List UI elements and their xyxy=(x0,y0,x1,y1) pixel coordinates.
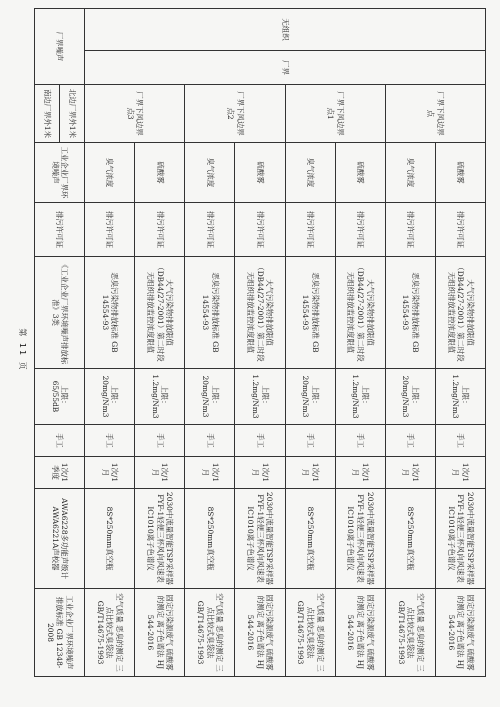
table-row xyxy=(435,9,485,677)
method: 手工 xyxy=(285,425,335,457)
frequency: 1次/1月 xyxy=(85,457,135,489)
method: 手工 xyxy=(335,425,385,457)
pollutant-item: 臭气浓度 xyxy=(285,143,335,203)
analysis-method: 空气质量 恶臭的测定 三点比较式臭袋法 GB/T14675-1993 xyxy=(185,589,235,677)
limit: 上限：20mg/Nm3 xyxy=(385,369,435,425)
basis: 排污许可证 xyxy=(335,203,385,257)
limit: 上限：1.2mg/Nm3 xyxy=(135,369,185,425)
basis: 排污许可证 xyxy=(85,203,135,257)
analysis-method: 空气质量 恶臭的测定 三点比较式臭袋法 GB/T14675-1993 xyxy=(285,589,335,677)
noise-standard: 《工业企业厂界环境噪声排放标准》3类 xyxy=(35,257,85,369)
group-noise: 厂界噪声 xyxy=(35,9,85,85)
pollutant-item: 硫酸雾 xyxy=(235,143,285,203)
sampler: 2030中流量智能TSP采样器FYF-1轻便三杯风向风速表IC1010离子色谱仪 xyxy=(135,489,185,589)
basis: 排污许可证 xyxy=(135,203,185,257)
limit: 上限：1.2mg/Nm3 xyxy=(435,369,485,425)
sampler: 8S*250mm真空瓶 xyxy=(285,489,335,589)
group-fugitive: 无组织 xyxy=(85,9,486,51)
monitor-point: 厂界下风边界点1 xyxy=(285,85,385,143)
limit: 上限：1.2mg/Nm3 xyxy=(235,369,285,425)
monitor-point: 厂界下风边界点 xyxy=(385,85,485,143)
noise-point-south: 南边厂界外1米 xyxy=(35,85,60,143)
table-row xyxy=(335,9,385,677)
analysis-method: 固定污染源废气 硫酸雾的测定 离子色谱法 HJ 544-2016 xyxy=(235,589,285,677)
frequency: 1次/1月 xyxy=(335,457,385,489)
noise-point-north: 北边厂界外1米 xyxy=(60,85,85,143)
basis: 排污许可证 xyxy=(185,203,235,257)
analysis-method: 空气质量 恶臭的测定 三点比较式臭袋法 GB/T14675-1993 xyxy=(385,589,435,677)
method: 手工 xyxy=(185,425,235,457)
method: 手工 xyxy=(135,425,185,457)
table-row xyxy=(235,9,285,677)
basis: 排污许可证 xyxy=(435,203,485,257)
sampler: 8S*250mm真空瓶 xyxy=(385,489,435,589)
pollutant-item: 臭气浓度 xyxy=(185,143,235,203)
monitoring-table xyxy=(34,8,486,677)
pollutant-item: 硫酸雾 xyxy=(335,143,385,203)
method: 手工 xyxy=(385,425,435,457)
analysis-method: 固定污染源废气 硫酸雾的测定 离子色谱法 HJ 544-2016 xyxy=(135,589,185,677)
frequency: 1次/1月 xyxy=(185,457,235,489)
noise-sampler: AWA6228多功能声级计 AWA6221A声校器 xyxy=(35,489,85,589)
pollutant-item: 硫酸雾 xyxy=(435,143,485,203)
limit: 上限：20mg/Nm3 xyxy=(285,369,335,425)
noise-frequency: 1次/1季度 xyxy=(35,457,85,489)
standard: 恶臭污染物排放标准 GB 14554-93 xyxy=(385,257,435,369)
analysis-method: 空气质量 恶臭的测定 三点比较式臭袋法 GB/T14675-1993 xyxy=(85,589,135,677)
standard: 恶臭污染物排放标准 GB 14554-93 xyxy=(285,257,335,369)
method: 手工 xyxy=(85,425,135,457)
basis: 排污许可证 xyxy=(285,203,335,257)
frequency: 1次/1月 xyxy=(285,457,335,489)
table-row-noise xyxy=(60,9,85,677)
table-row xyxy=(135,9,185,677)
method: 手工 xyxy=(435,425,485,457)
sampler: 8S*250mm真空瓶 xyxy=(85,489,135,589)
sampler: 2030中流量智能TSP采样器FYF-1轻便三杯风向风速表IC1010离子色谱仪 xyxy=(335,489,385,589)
basis: 排污许可证 xyxy=(385,203,435,257)
monitor-point: 厂界下风边界点3 xyxy=(85,85,185,143)
basis: 排污许可证 xyxy=(235,203,285,257)
analysis-method: 固定污染源废气 硫酸雾的测定 离子色谱法 HJ 544-2016 xyxy=(435,589,485,677)
standard: 大气污染物排放限值（DB44/27-2001）第二时段无组织排放监控浓度限值 xyxy=(135,257,185,369)
noise-basis: 排污许可证 xyxy=(35,203,85,257)
method: 手工 xyxy=(235,425,285,457)
frequency: 1次/1月 xyxy=(435,457,485,489)
pollutant-item: 臭气浓度 xyxy=(85,143,135,203)
limit: 上限：1.2mg/Nm3 xyxy=(335,369,385,425)
sampler: 8S*250mm真空瓶 xyxy=(185,489,235,589)
noise-method: 手工 xyxy=(35,425,85,457)
monitor-point: 厂界下风边界点2 xyxy=(185,85,285,143)
limit: 上限：20mg/Nm3 xyxy=(85,369,135,425)
standard: 恶臭污染物排放标准 GB 14554-93 xyxy=(185,257,235,369)
limit: 上限：20mg/Nm3 xyxy=(185,369,235,425)
analysis-method: 固定污染源废气 硫酸雾的测定 离子色谱法 HJ 544-2016 xyxy=(335,589,385,677)
frequency: 1次/1月 xyxy=(235,457,285,489)
rotated-page xyxy=(10,0,500,700)
noise-analysis-method: 工业企业厂界环境噪声排放标准 GB 12348-2008 xyxy=(35,589,85,677)
page-number: 第 11 页 xyxy=(18,328,27,372)
noise-limit: 上限：65/55dB xyxy=(35,369,85,425)
frequency: 1次/1月 xyxy=(135,457,185,489)
standard: 恶臭污染物排放标准 GB 14554-93 xyxy=(85,257,135,369)
standard: 大气污染物排放限值（DB44/27-2001）第二时段无组织排放监控浓度限值 xyxy=(435,257,485,369)
noise-item: 工业企业厂界环境噪声 xyxy=(35,143,85,203)
pollutant-item: 硫酸雾 xyxy=(135,143,185,203)
sampler: 2030中流量智能TSP采样器FYF-1轻便三杯风向风速表IC1010离子色谱仪 xyxy=(435,489,485,589)
sampler: 2030中流量智能TSP采样器FYF-1轻便三杯风向风速表IC1010离子色谱仪 xyxy=(235,489,285,589)
standard: 大气污染物排放限值（DB44/27-2001）第二时段无组织排放监控浓度限值 xyxy=(335,257,385,369)
standard: 大气污染物排放限值（DB44/27-2001）第二时段无组织排放监控浓度限值 xyxy=(235,257,285,369)
pollutant-item: 臭气浓度 xyxy=(385,143,435,203)
group-boundary: 厂界 xyxy=(85,51,486,85)
frequency: 1次/1月 xyxy=(385,457,435,489)
